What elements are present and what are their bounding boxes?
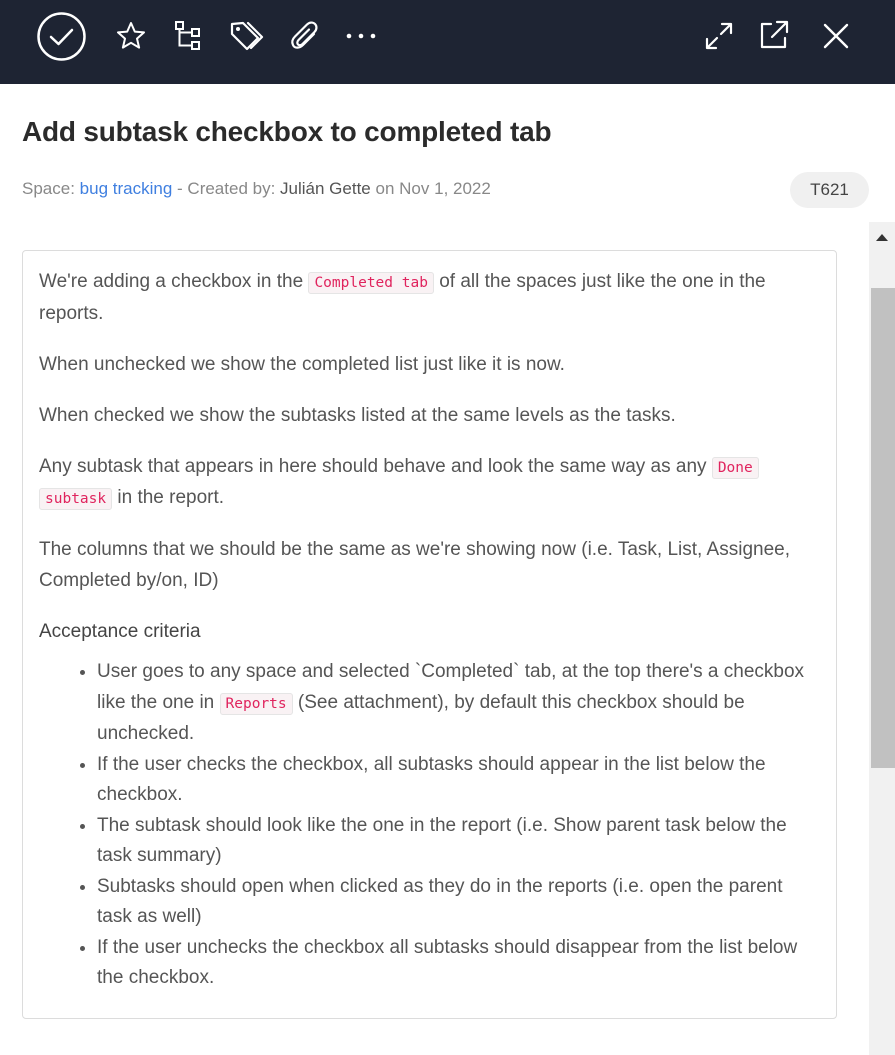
created-date: Nov 1, 2022 xyxy=(399,179,491,198)
open-external-button[interactable] xyxy=(757,18,791,52)
star-icon xyxy=(114,19,148,53)
creator-name: Julián Gette xyxy=(280,179,371,198)
description-paragraph: When unchecked we show the completed list just like it is now. xyxy=(39,353,565,375)
description-paragraph xyxy=(39,452,820,515)
list-item: • The subtask should look like the one in the report (i.e. Show parent task below the task summary) xyxy=(97,811,820,872)
inline-code: Reports xyxy=(220,693,293,715)
inline-code: Done xyxy=(712,457,759,479)
attachment-button[interactable] xyxy=(288,18,322,54)
list-item: • If the user unchecks the checkbox all subtasks should disappear from the list below the checkbox. xyxy=(97,933,820,994)
task-id-badge: T621 xyxy=(790,172,869,208)
close-icon xyxy=(819,19,853,53)
scrollbar-thumb[interactable] xyxy=(871,288,895,768)
inline-code: subtask xyxy=(39,488,112,510)
list-item: • If the user checks the checkbox, all subtasks should appear in the list below the checkbox. xyxy=(97,750,820,811)
criteria-list xyxy=(39,657,820,994)
paperclip-icon xyxy=(288,18,322,54)
star-button[interactable] xyxy=(114,19,148,53)
open-external-icon xyxy=(757,18,791,52)
tags-button[interactable] xyxy=(228,18,266,54)
list-item xyxy=(97,657,820,750)
close-button[interactable] xyxy=(819,19,853,53)
expand-button[interactable] xyxy=(702,19,736,53)
description-paragraph: The columns that we should be the same as we're showing now (i.e. Task, List, Assignee, Completed by/on, ID) xyxy=(39,539,791,591)
text: of all the spaces just like the one in the reports. xyxy=(39,271,766,324)
triangle-up-icon xyxy=(875,232,889,242)
scroll-up-button[interactable] xyxy=(869,222,895,252)
description-paragraph: When checked we show the subtasks listed at the same levels as the tasks. xyxy=(39,404,676,426)
complete-button[interactable] xyxy=(36,11,87,62)
tags-icon xyxy=(228,18,266,54)
text: in the report. xyxy=(117,487,225,508)
on-label: on xyxy=(375,179,395,198)
inline-code: Completed tab xyxy=(308,272,434,294)
description-paragraph xyxy=(39,267,820,329)
more-button[interactable] xyxy=(344,26,378,46)
text: (See attachment), by default this checkbox should be unchecked. xyxy=(97,691,745,744)
created-label: - Created by: xyxy=(177,179,276,198)
text: User goes to any space and selected `Completed` tab, at the top there's a checkbox like the one in xyxy=(97,661,805,713)
space-link[interactable]: bug tracking xyxy=(79,179,173,198)
space-label: Space: xyxy=(22,179,75,198)
text: Any subtask that appears in here should behave and look the same way as any xyxy=(39,455,707,477)
task-title: Add subtask checkbox to completed tab xyxy=(22,116,552,147)
task-meta xyxy=(22,179,491,199)
check-circle-icon xyxy=(36,11,87,62)
hierarchy-button[interactable] xyxy=(172,19,204,53)
list-item: • Subtasks should open when clicked as they do in the reports (i.e. open the parent task as well) xyxy=(97,872,820,933)
hierarchy-icon xyxy=(172,19,204,53)
criteria-heading: Acceptance criteria xyxy=(39,620,201,642)
more-dots-icon xyxy=(344,26,378,46)
text: We're adding a checkbox in the xyxy=(39,271,304,292)
task-toolbar xyxy=(0,0,895,84)
task-description[interactable] xyxy=(22,250,837,1019)
expand-icon xyxy=(702,19,736,53)
